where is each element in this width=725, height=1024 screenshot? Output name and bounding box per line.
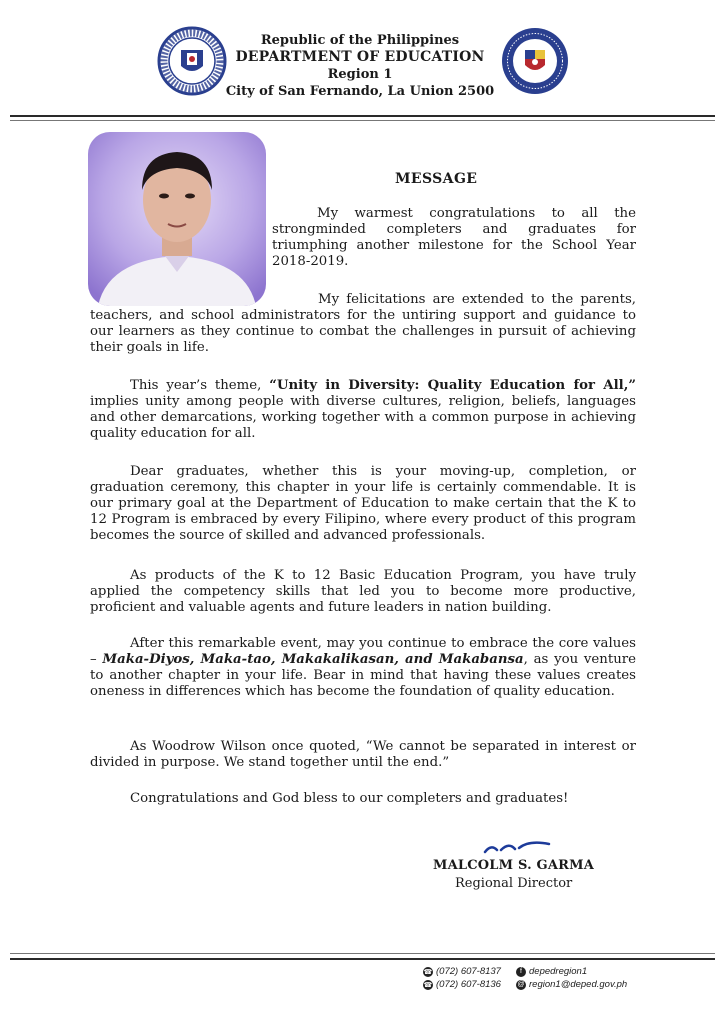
phone-icon: ☎ [423, 968, 433, 976]
paragraph-7 [90, 739, 636, 771]
paragraph-1-text: My warmest congratulations to all the strongminded completers and graduates for triumphing another milestone for the School Year 2018-2019. [272, 206, 636, 269]
facebook-contact[interactable] [516, 966, 587, 977]
letterhead-text [220, 32, 500, 100]
phone-1-text: (072) 607-8137 [436, 966, 501, 977]
paragraph-6-text [90, 636, 636, 700]
letterhead [0, 22, 725, 112]
signatory-name: MALCOLM S. GARMA [433, 858, 594, 873]
phone-1 [423, 966, 501, 977]
paragraph-8 [90, 791, 636, 807]
header-rule-thin [10, 120, 715, 121]
message-title: MESSAGE [395, 171, 478, 187]
email-text[interactable]: region1@deped.gov.ph [529, 979, 628, 990]
paragraph-5 [90, 568, 636, 616]
header-rule [10, 115, 715, 117]
paragraph-7-text: As Woodrow Wilson once quoted, “We cannot be separated in interest or divided in purpose. We stand together until the end.” [90, 739, 636, 770]
fax-icon: ☎ [423, 981, 433, 989]
paragraph-2-text: My felicitations are extended to the parents, teachers, and school administrators for the untiring support and guidance to our learners as they continue to combat the challenges in pursuit of achieving their goals in life. [90, 292, 636, 355]
department-line: DEPARTMENT OF EDUCATION [235, 49, 485, 65]
region-line: Region 1 [327, 67, 393, 82]
values-intro: After this remarkable event, may you continue to embrace the core values – [90, 636, 636, 667]
director-photo [88, 132, 266, 306]
email-icon: @ [517, 981, 525, 988]
signature-mark [483, 838, 553, 860]
paragraph-4 [90, 464, 636, 544]
theme-intro: This year’s theme, [130, 378, 270, 393]
republic-line: Republic of the Philippines [260, 33, 460, 48]
paragraph-5-text: As products of the K to 12 Basic Education Program, you have truly applied the competency skills that led you to become more productive, proficient and valuable agents and future leaders in nation building. [90, 568, 636, 615]
paragraph-2 [90, 292, 636, 356]
paragraph-6 [90, 636, 636, 700]
address-line: City of San Fernando, La Union 2500 [225, 84, 495, 99]
kagawaran-seal-icon [157, 26, 227, 96]
footer-rule-thin [10, 953, 715, 954]
theme-description: implies unity among people with diverse cultures, religion, beliefs, languages and other demarcations, working together with a common purpose in achieving quality education for all. [90, 394, 636, 441]
paragraph-3 [90, 378, 636, 442]
values-description: , as you venture to another chapter in your life. Bear in mind that having these values creates oneness in differences which has become the foundation of quality education. [90, 652, 636, 699]
footer-rule [10, 958, 715, 960]
facebook-icon: f [516, 967, 526, 977]
deped-seal-icon [500, 26, 570, 96]
core-values: Maka-Diyos, Maka-tao, Makakalikasan, and Makabansa [102, 652, 524, 667]
email-contact[interactable] [516, 979, 627, 990]
paragraph-1 [272, 206, 636, 270]
phone-2 [423, 979, 501, 990]
phone-2-text: (072) 607-8136 [436, 979, 501, 990]
paragraph-4-text: Dear graduates, whether this is your moving-up, completion, or graduation ceremony, this chapter in your life is certainly commendable. It is our primary goal at the Department of Education to make certain that the K to 12 Program is embraced by every Filipino, where every product of this program becomes the source of skilled and advanced professionals. [90, 464, 636, 543]
paragraph-8-text: Congratulations and God bless to our completers and graduates! [130, 791, 569, 806]
paragraph-3-text [90, 378, 636, 442]
theme-title: “Unity in Diversity: Quality Education for All,” [269, 378, 636, 393]
signatory-title: Regional Director [455, 876, 573, 891]
facebook-text[interactable]: depedregion1 [529, 966, 588, 977]
